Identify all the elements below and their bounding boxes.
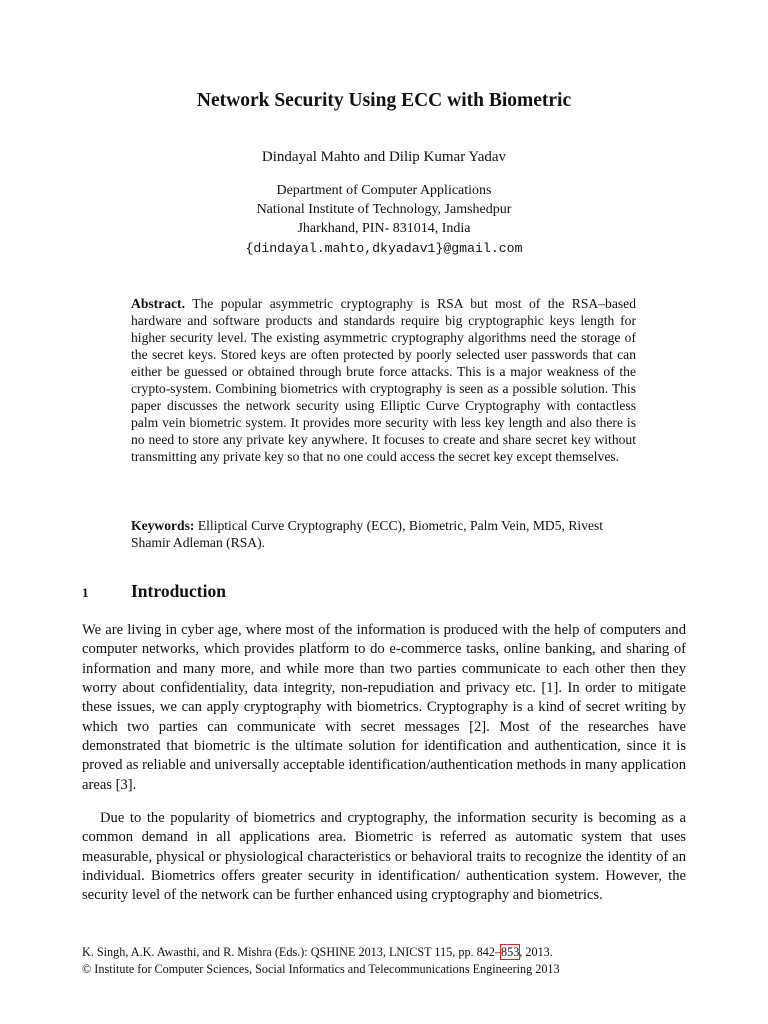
affiliation-institute: National Institute of Technology, Jamshedpur (256, 202, 512, 218)
keywords-text: Elliptical Curve Cryptography (ECC), Biometric, Palm Vein, MD5, Rivest Shamir Adleman (RSA). (131, 518, 604, 550)
abstract (131, 296, 636, 466)
keywords (131, 517, 641, 551)
citation-page-link[interactable]: 853 (501, 945, 520, 959)
body-paragraph-2: Due to the popularity of biometrics and cryptography, the information security is becoming as a common demand in all applications area. Biometric is referred as automatic system that uses measurable, physical or physiological characteristics or behavioral traits to recognize the identity of an individual. Biometrics offers greater security in identification/ authentication system. However, the security level of the network can be further enhanced using cryptography and biometrics. (82, 810, 686, 904)
author-email: {dindayal.mahto,dkyadav1}@gmail.com (245, 240, 523, 256)
footer-citation (82, 944, 702, 961)
author-affiliation (0, 181, 768, 258)
citation-prefix: K. Singh, A.K. Awasthi, and R. Mishra (Eds.): QSHINE 2013, LNICST 115, pp. 842– (82, 945, 502, 959)
body-paragraph-1: We are living in cyber age, where most of the information is produced with the help of computers and computer networks, which provides platform to do e-commerce tasks, online banking, and sharing of information and many more, and while more than two parties communicate to each other then they worry about confidentiality, data integrity, non-repudiation and privacy etc. [1]. In order to mitigate these issues, we can apply cryptography with biometrics. Cryptography is a kind of secret writing by which two parties can communicate with secret messages [2]. Most of the researches have demonstrated that biometric is the ultimate solution for identification and authentication, since it is proved as reliable and universally acceptable identification/authentication methods in many application areas [3]. (82, 622, 686, 793)
affiliation-department: Department of Computer Applications (276, 183, 492, 198)
author-names: Dindayal Mahto and Dilip Kumar Yadav (261, 149, 507, 165)
section-number: 1 (82, 585, 89, 600)
keywords-label: Keywords: (131, 518, 195, 533)
page-footer (82, 944, 702, 978)
citation-suffix: , 2013. (519, 945, 553, 959)
section-title: Introduction (131, 581, 226, 601)
paper-title: Network Security Using ECC with Biometric (196, 90, 572, 111)
footer-copyright: © Institute for Computer Sciences, Social Informatics and Telecommunications Engineering 2013 (82, 962, 560, 976)
abstract-label: Abstract. (131, 296, 185, 311)
abstract-text: The popular asymmetric cryptography is RSA but most of the RSA–based hardware and software products and standards require big cryptographic keys length for higher security level. The existing asymmetric cryptography algorithms need the storage of the secret keys. Stored keys are often protected by poorly selected user passwords that can either be guessed or obtained through brute force attacks. This is a major weakness of the crypto-system. Combining biometrics with cryptography is seen as a possible solution. This paper discusses the network security using Elliptic Curve Cryptography with contactless palm vein biometric system. It provides more security with less key length and also there is no need to store any private key anywhere. It focuses to create and share secret key without transmitting any private key so that no one could access the secret key except themselves. (131, 296, 636, 464)
affiliation-address: Jharkhand, PIN- 831014, India (297, 221, 471, 237)
section-heading-introduction (82, 579, 482, 605)
